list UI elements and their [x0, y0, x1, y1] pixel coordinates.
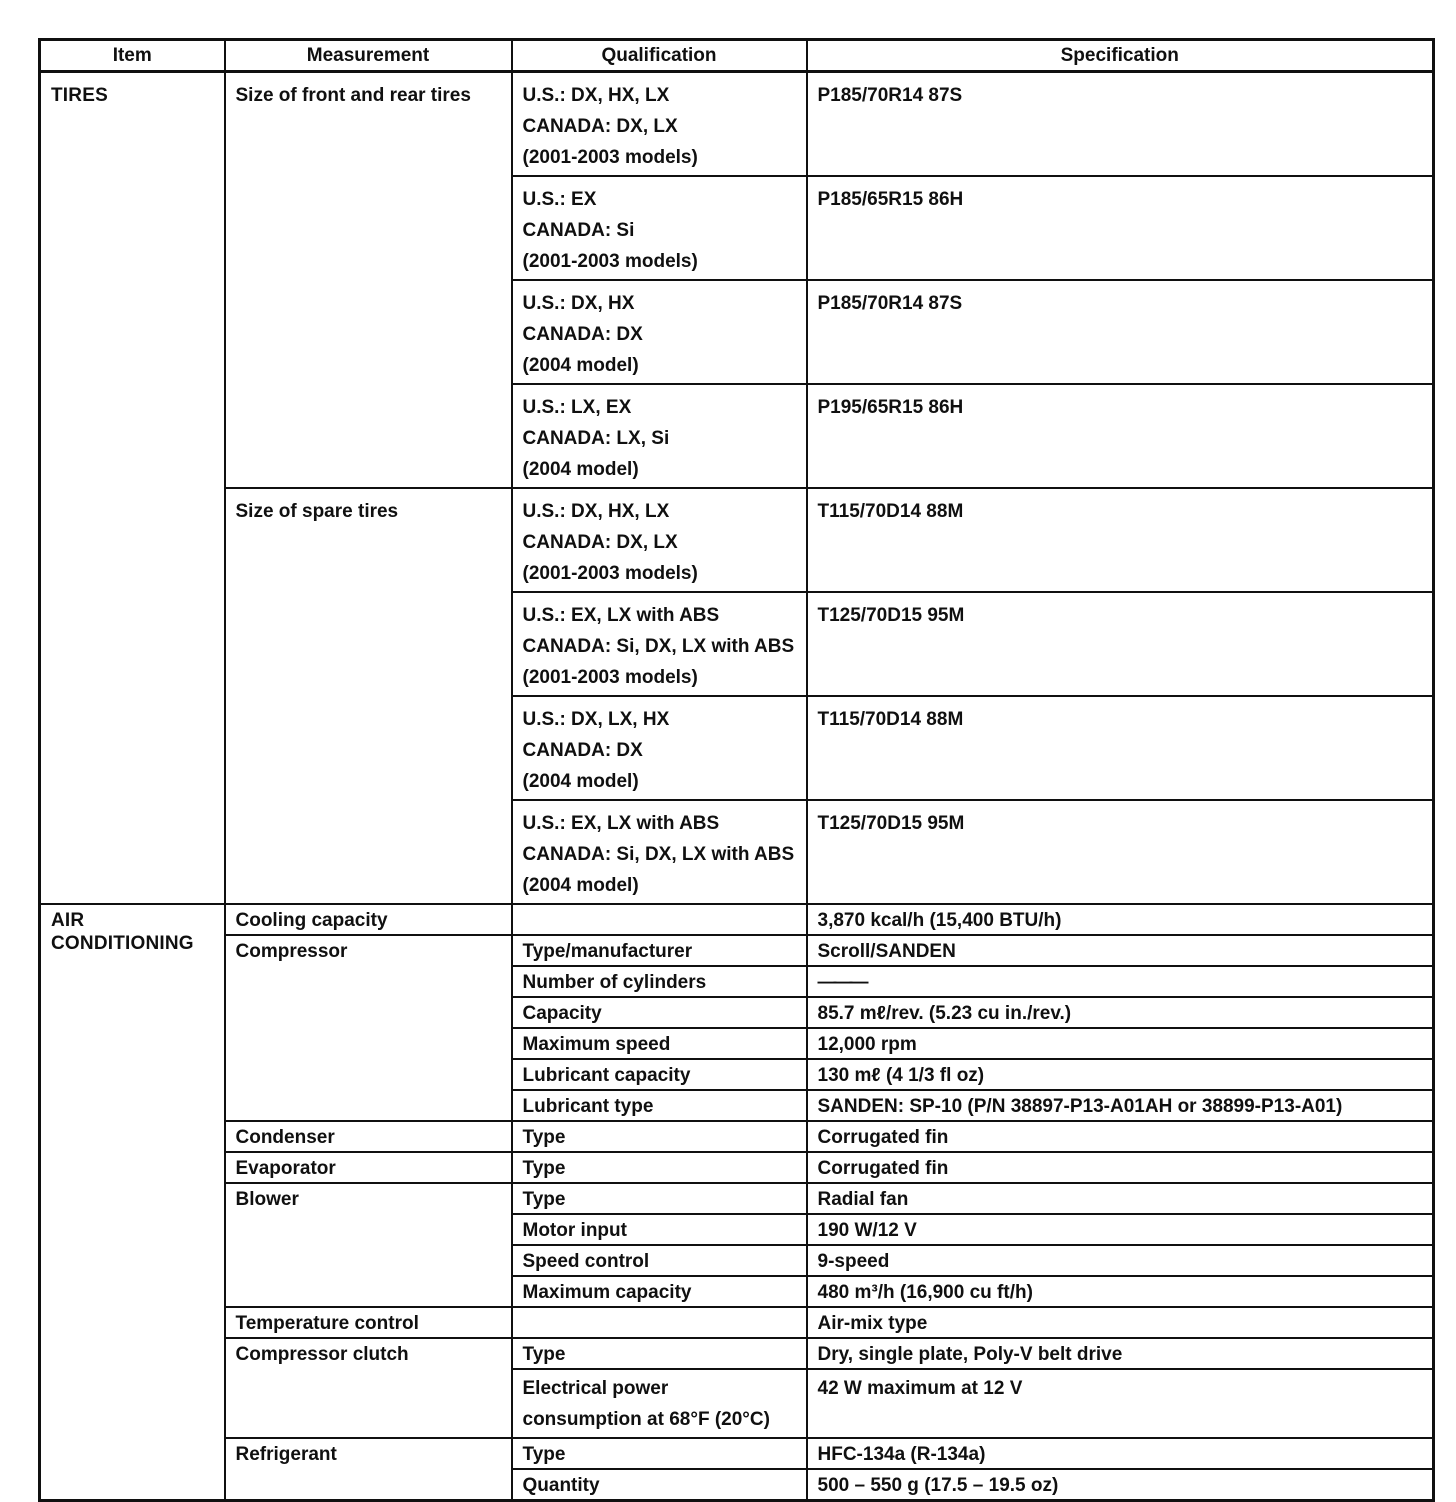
qualification-cell: Quantity: [512, 1469, 807, 1501]
qualification-line: CANADA: Si, DX, LX with ABS: [522, 844, 795, 865]
specification-cell: Corrugated fin: [807, 1152, 1434, 1183]
specification-cell: Radial fan: [807, 1183, 1434, 1214]
qualification-cell: [512, 696, 807, 800]
qualification-cell: Maximum capacity: [512, 1276, 807, 1307]
qualification-line: U.S.: EX: [522, 189, 597, 210]
qualification-line: CANADA: LX, Si: [522, 428, 670, 449]
qualification-cell: Type: [512, 1121, 807, 1152]
specification-cell: T115/70D14 88M: [807, 488, 1434, 592]
specification-cell: T115/70D14 88M: [807, 696, 1434, 800]
measurement-cell: Compressor clutch: [225, 1338, 512, 1438]
table-row: [40, 1121, 1434, 1152]
qualification-cell: Type: [512, 1152, 807, 1183]
qualification-cell: [512, 384, 807, 488]
table-row: [40, 1438, 1434, 1469]
qualification-cell: Type/manufacturer: [512, 935, 807, 966]
table-row: [40, 904, 1434, 935]
qualification-cell-empty: [512, 1307, 807, 1338]
qualification-cell: [512, 592, 807, 696]
qualification-line: (2004 model): [522, 355, 639, 376]
qualification-line: (2001-2003 models): [522, 667, 698, 688]
qualification-line: CANADA: DX: [522, 324, 643, 345]
table-row: [40, 1183, 1434, 1214]
specification-cell: P185/65R15 86H: [807, 176, 1434, 280]
qualification-line: (2004 model): [522, 771, 639, 792]
specification-cell: 480 m³/h (16,900 cu ft/h): [807, 1276, 1434, 1307]
table-row: [40, 935, 1434, 966]
specification-cell: T125/70D15 95M: [807, 800, 1434, 904]
qualification-line: CANADA: DX, LX: [522, 532, 678, 553]
specification-cell: 130 mℓ (4 1/3 fl oz): [807, 1059, 1434, 1090]
measurement-cell: Size of spare tires: [225, 488, 512, 904]
qualification-line: U.S.: EX, LX with ABS: [522, 605, 720, 626]
specification-cell: Air-mix type: [807, 1307, 1434, 1338]
col-header-specification: Specification: [807, 40, 1434, 72]
qualification-cell: Lubricant type: [512, 1090, 807, 1121]
qualification-line: U.S.: EX, LX with ABS: [522, 813, 720, 834]
measurement-cell: Size of front and rear tires: [225, 72, 512, 489]
table-row: [40, 72, 1434, 177]
specification-cell: Dry, single plate, Poly-V belt drive: [807, 1338, 1434, 1369]
specification-cell: 190 W/12 V: [807, 1214, 1434, 1245]
specification-cell: 500 – 550 g (17.5 – 19.5 oz): [807, 1469, 1434, 1501]
qualification-cell: [512, 488, 807, 592]
specification-cell: 42 W maximum at 12 V: [807, 1369, 1434, 1438]
qualification-cell: Type: [512, 1338, 807, 1369]
specification-cell: 3,870 kcal/h (15,400 BTU/h): [807, 904, 1434, 935]
qualification-line: (2001-2003 models): [522, 251, 698, 272]
qualification-line: U.S.: DX, HX, LX: [522, 501, 670, 522]
specification-cell: Corrugated fin: [807, 1121, 1434, 1152]
measurement-cell: Compressor: [225, 935, 512, 1121]
qualification-line: (2004 model): [522, 875, 639, 896]
qualification-cell: [512, 800, 807, 904]
qualification-line: U.S.: DX, HX: [522, 293, 635, 314]
qualification-cell: Capacity: [512, 997, 807, 1028]
qualification-cell: [512, 1369, 807, 1438]
item-cell-air-conditioning: AIR CONDITIONING: [40, 904, 225, 1501]
specification-cell: 9-speed: [807, 1245, 1434, 1276]
table-row: [40, 1338, 1434, 1369]
measurement-cell: Condenser: [225, 1121, 512, 1152]
specification-cell: T125/70D15 95M: [807, 592, 1434, 696]
qualification-cell: Maximum speed: [512, 1028, 807, 1059]
spec-table: [38, 38, 1435, 1502]
qualification-line: CANADA: DX: [522, 740, 643, 761]
col-header-measurement: Measurement: [225, 40, 512, 72]
qualification-line: (2001-2003 models): [522, 147, 698, 168]
qualification-cell: Number of cylinders: [512, 966, 807, 997]
specification-cell: P185/70R14 87S: [807, 72, 1434, 177]
table-row: [40, 1307, 1434, 1338]
specification-cell: Scroll/SANDEN: [807, 935, 1434, 966]
specification-cell: P195/65R15 86H: [807, 384, 1434, 488]
qualification-cell: Lubricant capacity: [512, 1059, 807, 1090]
qualification-line: CANADA: Si: [522, 220, 635, 241]
col-header-item: Item: [40, 40, 225, 72]
specification-cell: P185/70R14 87S: [807, 280, 1434, 384]
qualification-line: Electrical power: [522, 1378, 669, 1399]
qualification-line: U.S.: DX, LX, HX: [522, 709, 670, 730]
measurement-cell: Refrigerant: [225, 1438, 512, 1501]
qualification-cell: Motor input: [512, 1214, 807, 1245]
measurement-cell: Cooling capacity: [225, 904, 512, 935]
measurement-cell: Evaporator: [225, 1152, 512, 1183]
header-row: [40, 40, 1434, 72]
qualification-line: U.S.: DX, HX, LX: [522, 85, 670, 106]
table-row: [40, 488, 1434, 592]
qualification-cell: Type: [512, 1183, 807, 1214]
qualification-cell: [512, 280, 807, 384]
scanned-spec-page: [38, 38, 1435, 1502]
qualification-line: (2001-2003 models): [522, 563, 698, 584]
measurement-cell: Blower: [225, 1183, 512, 1307]
specification-cell: SANDEN: SP-10 (P/N 38897-P13-A01AH or 38899-P13-A01): [807, 1090, 1434, 1121]
specification-cell: HFC-134a (R-134a): [807, 1438, 1434, 1469]
measurement-cell: Temperature control: [225, 1307, 512, 1338]
qualification-line: CANADA: Si, DX, LX with ABS: [522, 636, 795, 657]
item-cell-tires: TIRES: [40, 72, 225, 905]
specification-cell: ———: [807, 966, 1434, 997]
qualification-cell-empty: [512, 904, 807, 935]
table-row: [40, 1152, 1434, 1183]
qualification-line: CANADA: DX, LX: [522, 116, 678, 137]
specification-cell: 12,000 rpm: [807, 1028, 1434, 1059]
col-header-qualification: Qualification: [512, 40, 807, 72]
qualification-line: (2004 model): [522, 459, 639, 480]
qualification-line: U.S.: LX, EX: [522, 397, 632, 418]
qualification-cell: Speed control: [512, 1245, 807, 1276]
qualification-cell: Type: [512, 1438, 807, 1469]
qualification-cell: [512, 176, 807, 280]
specification-cell: 85.7 mℓ/rev. (5.23 cu in./rev.): [807, 997, 1434, 1028]
qualification-cell: [512, 72, 807, 177]
qualification-line: consumption at 68°F (20°C): [522, 1409, 770, 1430]
